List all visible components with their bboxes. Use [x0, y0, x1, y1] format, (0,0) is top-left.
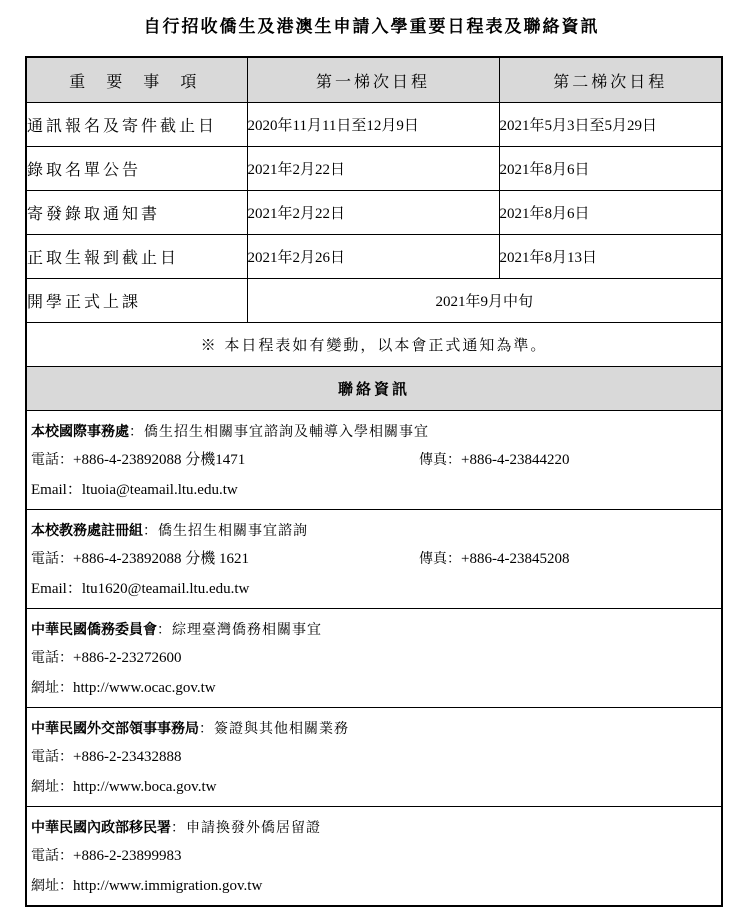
phone-label: 電話： [31, 848, 73, 864]
phone-label: 電話： [31, 650, 73, 666]
fax-label: 傳真： [419, 551, 461, 567]
schedule-item: 通訊報名及寄件截止日 [26, 103, 247, 147]
contact-desc: ：申請換發外僑居留證 [171, 820, 321, 836]
phone-value: +886-2-23272600 [73, 650, 182, 666]
contact-entry [26, 708, 722, 807]
contact-header: 聯絡資訊 [26, 367, 722, 411]
page-title: 自行招收僑生及港澳生申請入學重要日程表及聯絡資訊 [143, 17, 600, 37]
fax-value: +886-4-23844220 [461, 452, 570, 468]
phone-value: +886-2-23432888 [73, 749, 182, 765]
contact-header-row [26, 367, 722, 411]
website-label: 網址： [31, 779, 73, 795]
round1-date: 2021年2月22日 [247, 147, 499, 191]
contact-entry [26, 807, 722, 907]
contact-desc: ：簽證與其他相關業務 [199, 721, 349, 737]
website-link[interactable]: http://www.boca.gov.tw [73, 779, 217, 795]
schedule-row [26, 235, 722, 279]
contact-row [26, 411, 722, 510]
header-round2: 第二梯次日程 [499, 57, 722, 103]
note-row [26, 323, 722, 367]
phone-label: 電話： [31, 749, 73, 765]
contact-entry [26, 609, 722, 708]
round2-date: 2021年8月13日 [499, 235, 722, 279]
website-label: 網址： [31, 878, 73, 894]
schedule-item: 正取生報到截止日 [26, 235, 247, 279]
round1-date: 2021年2月26日 [247, 235, 499, 279]
phone-label: 電話： [31, 551, 73, 567]
fax-label: 傳真： [419, 452, 461, 468]
schedule-row [26, 147, 722, 191]
round2-date: 2021年5月3日至5月29日 [499, 103, 722, 147]
header-item: 重 要 事 項 [26, 57, 247, 103]
class-start-item: 開學正式上課 [26, 279, 247, 323]
contact-entry [26, 411, 722, 510]
contact-org: 中華民國外交部領事事務局 [31, 721, 199, 737]
email-link[interactable]: ltu1620@teamail.ltu.edu.tw [81, 581, 250, 597]
email-label: Email： [31, 482, 82, 498]
contact-org: 中華民國內政部移民署 [31, 820, 171, 836]
contact-desc: ：僑生招生相關事宜諮詢及輔導入學相關事宜 [129, 424, 429, 440]
contact-row [26, 807, 722, 907]
contact-desc: ：綜理臺灣僑務相關事宜 [157, 622, 322, 638]
contact-entry [26, 510, 722, 609]
contact-org: 本校教務處註冊組 [31, 523, 143, 539]
round2-date: 2021年8月6日 [499, 147, 722, 191]
contact-row [26, 609, 722, 708]
schedule-row [26, 191, 722, 235]
fax-value: +886-4-23845208 [461, 551, 570, 567]
website-label: 網址： [31, 680, 73, 696]
class-start-row [26, 279, 722, 323]
contact-desc: ：僑生招生相關事宜諮詢 [143, 523, 308, 539]
email-link[interactable]: ltuoia@teamail.ltu.edu.tw [81, 482, 238, 498]
schedule-row [26, 103, 722, 147]
contact-row [26, 510, 722, 609]
website-link[interactable]: http://www.ocac.gov.tw [73, 680, 216, 696]
contact-org: 本校國際事務處 [31, 424, 129, 440]
phone-label: 電話： [31, 452, 73, 468]
round2-date: 2021年8月6日 [499, 191, 722, 235]
schedule-item: 錄取名單公告 [26, 147, 247, 191]
phone-value: +886-4-23892088 分機 1621 [73, 551, 249, 567]
round1-date: 2021年2月22日 [247, 191, 499, 235]
round1-date: 2020年11月11日至12月9日 [247, 103, 499, 147]
website-link[interactable]: http://www.immigration.gov.tw [73, 878, 263, 894]
schedule-note: ※ 本日程表如有變動，以本會正式通知為準。 [26, 323, 722, 367]
class-start-date: 2021年9月中旬 [247, 279, 722, 323]
schedule-item: 寄發錄取通知書 [26, 191, 247, 235]
contact-org: 中華民國僑務委員會 [31, 622, 157, 638]
schedule-header-row [26, 57, 722, 103]
phone-value: +886-4-23892088 分機1471 [73, 452, 246, 468]
schedule-table [25, 56, 723, 907]
contact-row [26, 708, 722, 807]
email-label: Email： [31, 581, 82, 597]
phone-value: +886-2-23899983 [73, 848, 182, 864]
header-round1: 第一梯次日程 [247, 57, 499, 103]
